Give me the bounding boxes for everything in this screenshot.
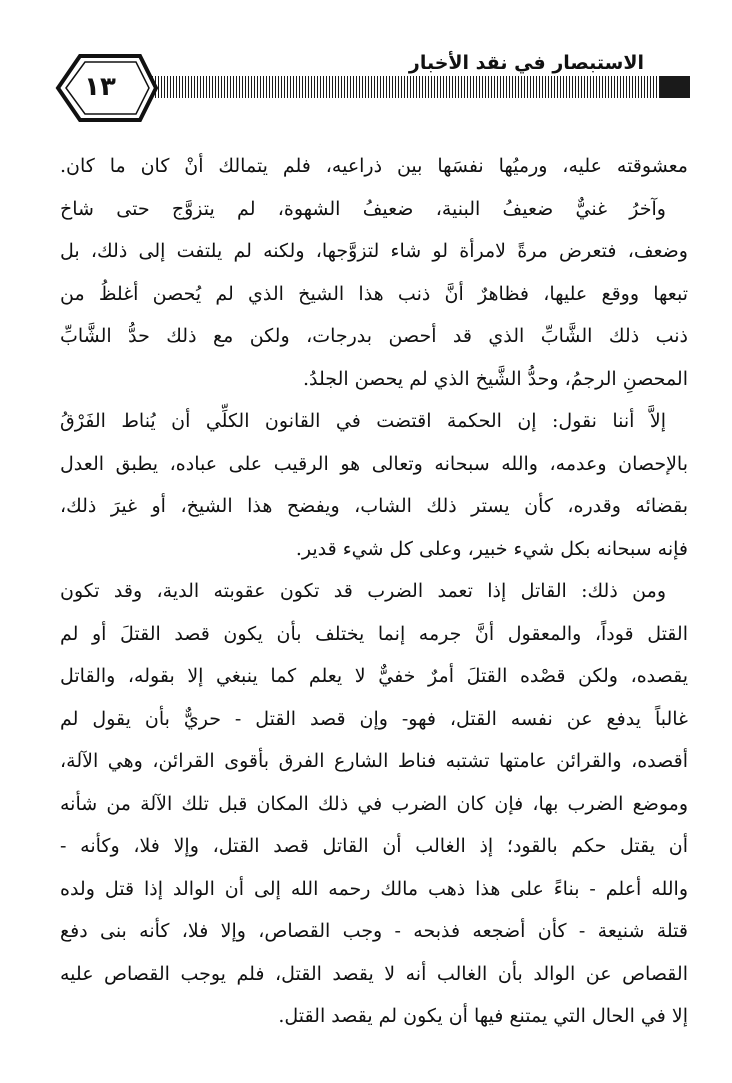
page-header bbox=[40, 52, 690, 132]
body-line: غالباً يدفع عن نفسه القتل، فهو- وإن قصد القتل - حريٌّ بأن يقول لم bbox=[60, 707, 688, 730]
running-head: الاستبصار في نقد الأخبار bbox=[399, 50, 654, 76]
body-line: القتل قوداً، والمعقول أنَّ جرمه إنما يختلف بأن يكون قصد القتلَ أو لم bbox=[60, 622, 688, 645]
body-line: إلا في الحال التي يمتنع فيها أن يكون لم يقصد القتل. bbox=[278, 1005, 688, 1027]
body-line: إلاَّ أننا نقول: إن الحكمة اقتضت في القانون الكلِّي أن يُناط الفَرْقُ bbox=[60, 410, 666, 432]
header-rule bbox=[140, 76, 690, 98]
body-line: المحصنِ الرجمُ، وحدُّ الشَّيخ الذي لم يحصن الجلدُ. bbox=[303, 367, 688, 390]
body-line: القصاص عن الوالد بأن الغالب أنه لا يقصد القتل، فلم يوجب القصاص عليه bbox=[60, 962, 688, 985]
body-line: يقصده، ولكن قصْده القتلَ أمرٌ خفيٌّ لا يعلم كما ينبغي إلا بقوله، والقاتل bbox=[60, 665, 688, 687]
body-text bbox=[60, 145, 688, 1038]
body-line: وموضع الضرب بها، فإن كان الضرب في ذلك المكان قبل تلك الآلة من شأنه bbox=[60, 792, 688, 815]
page-number-badge bbox=[40, 52, 160, 124]
body-line: بقضائه وقدره، كأن يستر ذلك الشاب، ويفضح هذا الشيخ، أو غيرَ ذلك، bbox=[60, 495, 688, 517]
body-line: وضعف، فتعرض مرةً لامرأة لو شاء لتزوَّجها، ولكنه لم يلتفت إلى ذلك، بل bbox=[60, 240, 688, 262]
body-line: أن يقتل حكم بالقود؛ إذ الغالب أن القاتل قصد القتل، وإلا فلا، وكأنه - bbox=[60, 835, 688, 857]
body-line: والله أعلم - بناءً على هذا ذهب مالك رحمه الله إلى أن الوالد إذا قتل ولده bbox=[60, 877, 688, 900]
body-line: ومن ذلك: القاتل إذا تعمد الضرب قد تكون عقوبته الدية، وقد تكون bbox=[60, 580, 666, 602]
body-line: أقصده، والقرائن عامتها تشتبه فناط الشارع الفرق بأقوى القرائن، وهي الآلة، bbox=[60, 750, 688, 772]
body-line: تبعها ووقع عليها، فظاهرٌ أنَّ ذنب هذا الشيخ الذي لم يُحصن أغلظُ من bbox=[60, 282, 688, 305]
body-line: معشوقته عليه، ورميُها نفسَها بين ذراعيه، فلم يتمالك أنْ كان ما كان. bbox=[60, 155, 688, 177]
body-line: فإنه سبحانه بكل شيء خبير، وعلى كل شيء قدير. bbox=[295, 537, 688, 560]
header-rule-cap bbox=[660, 76, 690, 98]
body-line: قتلة شنيعة - كأن أضجعه فذبحه - وجب القصاص، وإلا فلا، كأنه بنى دفع bbox=[60, 920, 688, 942]
page-number: ١٣ bbox=[84, 72, 116, 102]
body-line: وآخرُ غنيٌّ ضعيفُ البنية، ضعيفُ الشهوة، لم يتزوَّج حتى شاخ bbox=[60, 197, 666, 220]
body-line: بالإحصان وعدمه، والله سبحانه وتعالى هو الرقيب على عباده، يطبق العدل bbox=[60, 452, 688, 475]
body-line: ذنب ذلك الشَّابِّ الذي قد أحصن بدرجات، ولكن مع ذلك حدُّ الشَّابِّ bbox=[60, 325, 688, 347]
